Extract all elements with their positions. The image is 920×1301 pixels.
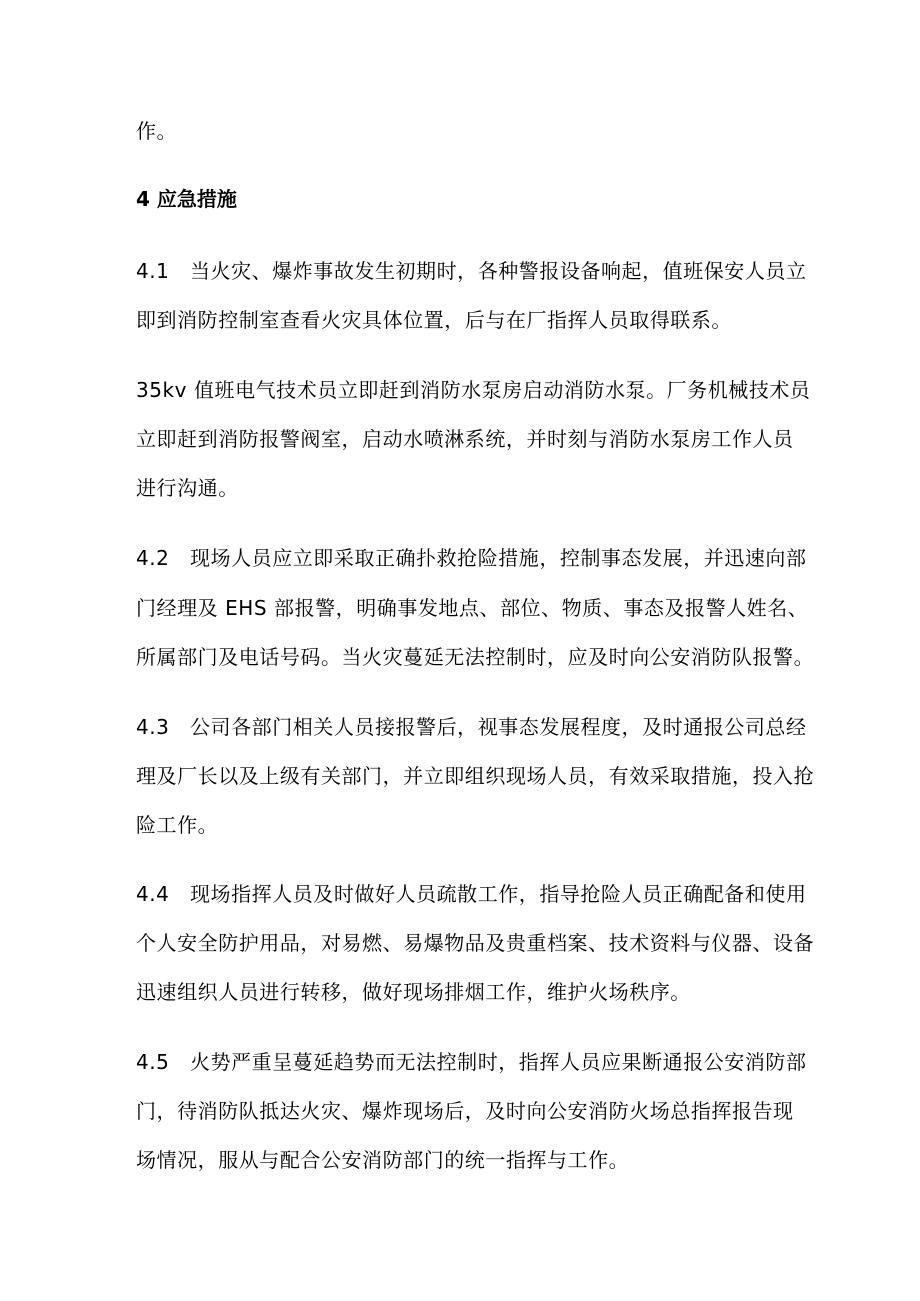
paragraph-line: 4.3 公司各部门相关人员接报警后，视事态发展程度，及时通报公司总经 — [136, 715, 807, 739]
paragraph-line: 场情况，服从与配合公安消防部门的统一指挥与工作。 — [136, 1148, 630, 1172]
paragraph-line: 即到消防控制室查看火灾具体位置，后与在厂指挥人员取得联系。 — [136, 308, 732, 332]
paragraph-line: 进行沟通。 — [136, 476, 239, 500]
section-heading: 4 应急措施 — [136, 187, 237, 211]
paragraph-line: 4.2 现场人员应立即采取正确扑救抢险措施，控制事态发展，并迅速向部 — [136, 546, 807, 570]
paragraph-line: 35kv 值班电气技术员立即赶到消防水泵房启动消防水泵。厂务机械技术员 — [136, 378, 811, 402]
paragraph-line: 迅速组织人员进行转移，做好现场排烟工作，维护火场秩序。 — [136, 980, 691, 1004]
paragraph-line: 立即赶到消防报警阀室，启动水喷淋系统，并时刻与消防水泵房工作人员 — [136, 427, 794, 451]
paragraph-line: 门经理及 EHS 部报警，明确事发地点、部位、物质、事态及报警人姓名、 — [136, 596, 809, 620]
paragraph-line: 所属部门及电话号码。当火灾蔓延无法控制时，应及时向公安消防队报警。 — [136, 645, 815, 669]
paragraph-line: 门，待消防队抵达火灾、爆炸现场后，及时向公安消防火场总指挥报告现 — [136, 1099, 794, 1123]
paragraph-line: 理及厂长以及上级有关部门，并立即组织现场人员，有效采取措施，投入抢 — [136, 764, 815, 788]
continuation-text: 作。 — [136, 119, 178, 143]
paragraph-line: 4.5 火势严重呈蔓延趋势而无法控制时，指挥人员应果断通报公安消防部 — [136, 1050, 807, 1074]
paragraph-line: 4.4 现场指挥人员及时做好人员疏散工作，指导抢险人员正确配备和使用 — [136, 882, 807, 906]
paragraph-line: 个人安全防护用品，对易燃、易爆物品及贵重档案、技术资料与仪器、设备 — [136, 931, 815, 955]
paragraph-line: 4.1 当火灾、爆炸事故发生初期时，各种警报设备响起，值班保安人员立 — [136, 259, 807, 283]
paragraph-line: 险工作。 — [136, 813, 219, 837]
